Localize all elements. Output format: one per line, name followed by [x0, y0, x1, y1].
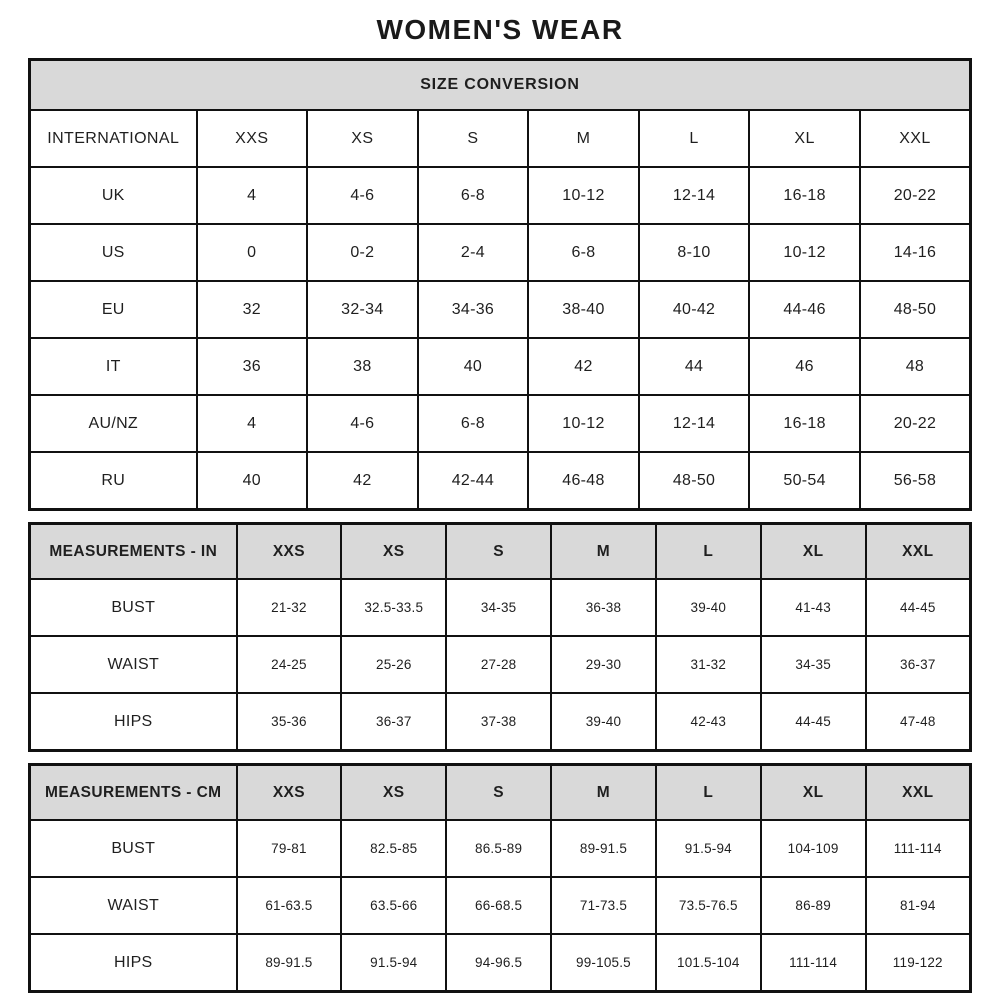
value-cell: 44-46	[749, 281, 860, 338]
value-cell: 94-96.5	[446, 934, 551, 992]
value-cell: 41-43	[761, 579, 866, 636]
value-cell: 40	[418, 338, 529, 395]
value-cell: 16-18	[749, 167, 860, 224]
column-header-xxl: XXL	[860, 110, 971, 167]
column-header-xl: XL	[761, 524, 866, 580]
value-cell: 44-45	[866, 579, 971, 636]
column-header-xxl: XXL	[866, 765, 971, 821]
row-label: AU/NZ	[30, 395, 197, 452]
table-row	[30, 338, 971, 395]
value-cell: 111-114	[761, 934, 866, 992]
value-cell: 27-28	[446, 636, 551, 693]
column-header-m: M	[551, 524, 656, 580]
value-cell: 25-26	[341, 636, 446, 693]
value-cell: 4	[197, 395, 308, 452]
value-cell: 38	[307, 338, 418, 395]
row-label: HIPS	[30, 934, 237, 992]
column-header-xxs: XXS	[237, 765, 342, 821]
value-cell: 42	[528, 338, 639, 395]
column-header-xl: XL	[749, 110, 860, 167]
row-label: UK	[30, 167, 197, 224]
table-row	[30, 281, 971, 338]
column-header-m: M	[551, 765, 656, 821]
measurements_in-label-header: MEASUREMENTS - IN	[30, 524, 237, 580]
value-cell: 6-8	[418, 395, 529, 452]
value-cell: 99-105.5	[551, 934, 656, 992]
table-row	[30, 167, 971, 224]
value-cell: 48-50	[860, 281, 971, 338]
value-cell: 4	[197, 167, 308, 224]
value-cell: 4-6	[307, 395, 418, 452]
column-header-xxs: XXS	[237, 524, 342, 580]
value-cell: 14-16	[860, 224, 971, 281]
value-cell: 39-40	[656, 579, 761, 636]
row-label: BUST	[30, 579, 237, 636]
value-cell: 111-114	[866, 820, 971, 877]
value-cell: 34-36	[418, 281, 529, 338]
value-cell: 29-30	[551, 636, 656, 693]
table-row	[30, 934, 971, 992]
value-cell: 71-73.5	[551, 877, 656, 934]
value-cell: 48-50	[639, 452, 750, 510]
column-header-s: S	[446, 524, 551, 580]
value-cell: 36-37	[866, 636, 971, 693]
value-cell: 10-12	[528, 167, 639, 224]
size_conversion-label-header: INTERNATIONAL	[30, 110, 197, 167]
value-cell: 61-63.5	[237, 877, 342, 934]
value-cell: 79-81	[237, 820, 342, 877]
table-row	[30, 693, 971, 751]
value-cell: 73.5-76.5	[656, 877, 761, 934]
row-label: BUST	[30, 820, 237, 877]
column-header-xl: XL	[761, 765, 866, 821]
value-cell: 50-54	[749, 452, 860, 510]
column-header-xxs: XXS	[197, 110, 308, 167]
measurements_cm-header-row	[30, 765, 971, 821]
page-title: WOMEN'S WEAR	[376, 14, 624, 45]
value-cell: 20-22	[860, 395, 971, 452]
value-cell: 6-8	[418, 167, 529, 224]
table-row	[30, 579, 971, 636]
row-label: WAIST	[30, 636, 237, 693]
value-cell: 81-94	[866, 877, 971, 934]
value-cell: 12-14	[639, 395, 750, 452]
column-header-l: L	[656, 524, 761, 580]
value-cell: 35-36	[237, 693, 342, 751]
size-conversion-table-body	[30, 60, 971, 510]
value-cell: 6-8	[528, 224, 639, 281]
value-cell: 36-38	[551, 579, 656, 636]
row-label: EU	[30, 281, 197, 338]
value-cell: 8-10	[639, 224, 750, 281]
measurements-cm-table-body	[30, 765, 971, 992]
value-cell: 16-18	[749, 395, 860, 452]
value-cell: 10-12	[749, 224, 860, 281]
value-cell: 89-91.5	[237, 934, 342, 992]
measurements_cm-label-header: MEASUREMENTS - CM	[30, 765, 237, 821]
value-cell: 119-122	[866, 934, 971, 992]
measurements-cm-table	[28, 763, 972, 993]
column-header-xxl: XXL	[866, 524, 971, 580]
value-cell: 91.5-94	[656, 820, 761, 877]
column-header-l: L	[656, 765, 761, 821]
column-header-m: M	[528, 110, 639, 167]
value-cell: 32-34	[307, 281, 418, 338]
column-header-xs: XS	[341, 524, 446, 580]
size_conversion-banner: SIZE CONVERSION	[30, 60, 971, 111]
value-cell: 21-32	[237, 579, 342, 636]
value-cell: 37-38	[446, 693, 551, 751]
value-cell: 36-37	[341, 693, 446, 751]
value-cell: 36	[197, 338, 308, 395]
value-cell: 86.5-89	[446, 820, 551, 877]
value-cell: 39-40	[551, 693, 656, 751]
value-cell: 104-109	[761, 820, 866, 877]
value-cell: 4-6	[307, 167, 418, 224]
value-cell: 0-2	[307, 224, 418, 281]
table-row	[30, 820, 971, 877]
table-banner-row	[30, 60, 971, 111]
value-cell: 34-35	[761, 636, 866, 693]
row-label: IT	[30, 338, 197, 395]
value-cell: 12-14	[639, 167, 750, 224]
column-header-l: L	[639, 110, 750, 167]
table-row	[30, 452, 971, 510]
row-label: HIPS	[30, 693, 237, 751]
column-header-s: S	[418, 110, 529, 167]
column-header-xs: XS	[307, 110, 418, 167]
table-row	[30, 877, 971, 934]
value-cell: 66-68.5	[446, 877, 551, 934]
value-cell: 34-35	[446, 579, 551, 636]
value-cell: 44-45	[761, 693, 866, 751]
value-cell: 32	[197, 281, 308, 338]
value-cell: 31-32	[656, 636, 761, 693]
value-cell: 46	[749, 338, 860, 395]
value-cell: 47-48	[866, 693, 971, 751]
value-cell: 40-42	[639, 281, 750, 338]
value-cell: 42	[307, 452, 418, 510]
measurements-in-table	[28, 522, 972, 752]
measurements_in-header-row	[30, 524, 971, 580]
value-cell: 56-58	[860, 452, 971, 510]
value-cell: 40	[197, 452, 308, 510]
table-row	[30, 224, 971, 281]
table-row	[30, 395, 971, 452]
value-cell: 44	[639, 338, 750, 395]
table-row	[30, 636, 971, 693]
value-cell: 2-4	[418, 224, 529, 281]
value-cell: 24-25	[237, 636, 342, 693]
value-cell: 20-22	[860, 167, 971, 224]
value-cell: 48	[860, 338, 971, 395]
column-header-xs: XS	[341, 765, 446, 821]
value-cell: 0	[197, 224, 308, 281]
size-conversion-table	[28, 58, 972, 511]
value-cell: 38-40	[528, 281, 639, 338]
value-cell: 101.5-104	[656, 934, 761, 992]
row-label: WAIST	[30, 877, 237, 934]
value-cell: 89-91.5	[551, 820, 656, 877]
value-cell: 86-89	[761, 877, 866, 934]
value-cell: 91.5-94	[341, 934, 446, 992]
value-cell: 82.5-85	[341, 820, 446, 877]
value-cell: 32.5-33.5	[341, 579, 446, 636]
row-label: US	[30, 224, 197, 281]
measurements-in-table-body	[30, 524, 971, 751]
value-cell: 42-44	[418, 452, 529, 510]
size_conversion-header-row	[30, 110, 971, 167]
value-cell: 42-43	[656, 693, 761, 751]
column-header-s: S	[446, 765, 551, 821]
row-label: RU	[30, 452, 197, 510]
value-cell: 46-48	[528, 452, 639, 510]
value-cell: 10-12	[528, 395, 639, 452]
value-cell: 63.5-66	[341, 877, 446, 934]
